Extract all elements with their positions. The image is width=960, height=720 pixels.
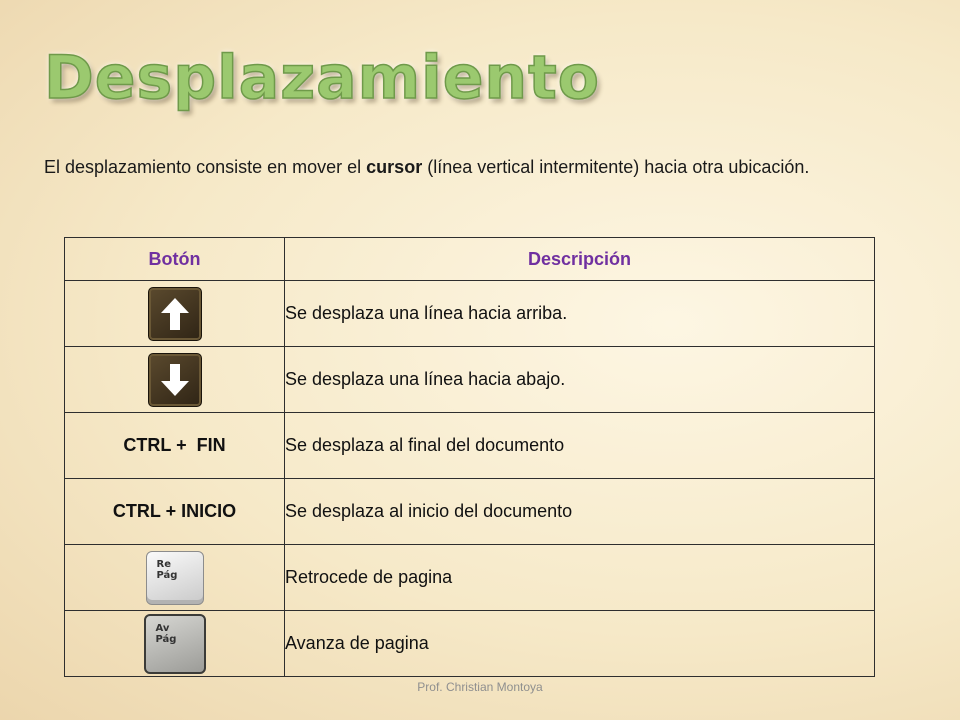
key-label-line: Re [156,558,171,570]
description-cell: Se desplaza una línea hacia abajo. [285,347,875,413]
intro-text-before: El desplazamiento consiste en mover el [44,157,367,177]
intro-bold-term: cursor [366,157,423,177]
description-cell: Se desplaza al final del documento [285,413,875,479]
description-cell: Se desplaza al inicio del documento [285,479,875,545]
header-button: Botón [65,238,285,281]
re-pag-key-icon [146,551,204,605]
description-cell: Avanza de pagina [285,611,875,677]
header-description: Descripción [285,238,875,281]
table-row [65,413,875,479]
description-cell: Se desplaza una línea hacia arriba. [285,281,875,347]
key-label-line: Pág [156,569,178,581]
intro-text-after: (línea vertical intermitente) hacia otra ubicación. [422,157,810,177]
page-title: Desplazamiento [44,43,601,113]
arrow-up-key-icon [148,287,202,341]
table-header-row [65,238,875,281]
button-cell [65,611,285,677]
table-row [65,611,875,677]
footer-author: Prof. Christian Montoya [417,680,543,694]
arrow-down-key-icon [148,353,202,407]
table-row [65,545,875,611]
button-cell: CTRL + FIN [65,413,285,479]
key-label [157,559,178,581]
table-row [65,479,875,545]
button-cell [65,281,285,347]
key-table [64,237,875,677]
description-cell: Retrocede de pagina [285,545,875,611]
button-cell [65,347,285,413]
key-label [156,623,177,645]
av-pag-key-icon [144,614,206,674]
table-row [65,281,875,347]
button-cell: CTRL + INICIO [65,479,285,545]
button-cell [65,545,285,611]
key-label-line: Av [155,622,170,634]
table-row [65,347,875,413]
key-label-line: Pág [155,633,177,645]
intro-paragraph [44,152,864,182]
